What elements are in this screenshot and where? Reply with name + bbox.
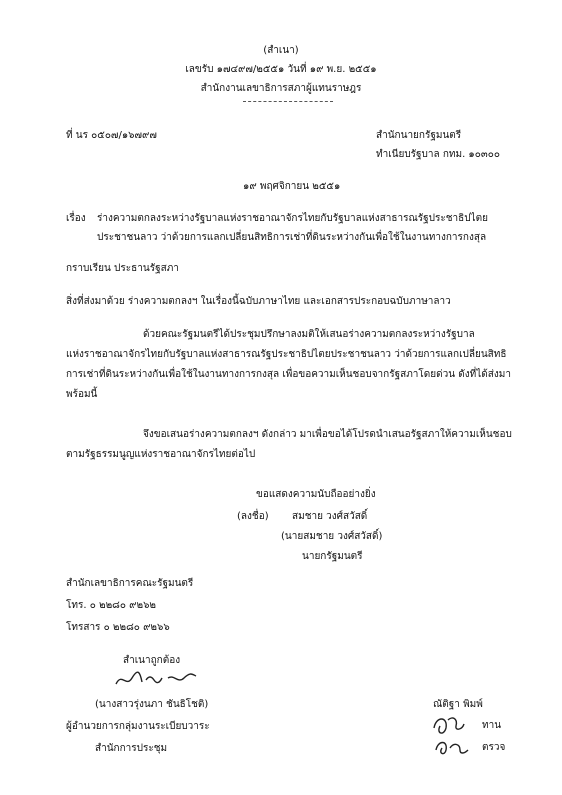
closing-regards: ขอแสดงความนับถืออย่างยิ่ง bbox=[256, 489, 376, 500]
body-paragraph-1-line-1: ด้วยคณะรัฐมนตรีได้ประชุมปรึกษาลงมติให้เสนอร่างความตกลงระหว่างรัฐบาล bbox=[143, 329, 475, 340]
checker-initials bbox=[430, 736, 480, 756]
sender-address: ทำเนียบรัฐบาล กทม. ๑๐๓๐๐ bbox=[376, 149, 500, 160]
document-date: ๑๙ พฤศจิกายน ๒๕๕๑ bbox=[243, 181, 341, 192]
signed-name: สมชาย วงศ์สวัสดิ์ bbox=[292, 511, 368, 522]
certifier-title: ผู้อำนวยการกลุ่มงานระเบียบวาระ bbox=[66, 721, 210, 732]
sender-office: สำนักนายกรัฐมนตรี bbox=[376, 130, 462, 141]
contact-fax: โทรสาร ๐ ๒๒๘๐ ๙๒๖๖ bbox=[66, 622, 170, 633]
body-paragraph-1-line-3: การเช่าที่ดินระหว่างกันเพื่อใช้ในงานทางการกงสุล เพื่อขอความเห็นชอบจากรัฐสภาโดยด่วน ดังที่ได้ส่งมา bbox=[66, 369, 511, 380]
body-paragraph-2-line-2: ตามรัฐธรรมนูญแห่งราชอาณาจักรไทยต่อไป bbox=[66, 449, 256, 460]
document-reference: ที่ นร ๐๕๐๗/๑๖๗๙๗ bbox=[66, 130, 157, 141]
certifier-name: (นางสาวรุ่งนภา ชันธิโชติ) bbox=[95, 699, 209, 710]
contact-phone: โทร. ๐ ๒๒๘๐ ๙๒๖๒ bbox=[66, 600, 157, 611]
reviewer-role: ทาน bbox=[482, 720, 502, 731]
contact-office: สำนักเลขาธิการคณะรัฐมนตรี bbox=[66, 578, 194, 589]
header-divider bbox=[243, 101, 333, 102]
signer-full-name: (นายสมชาย วงศ์สวัสดิ์) bbox=[281, 531, 383, 542]
signed-prefix: (ลงชื่อ) bbox=[237, 511, 269, 522]
body-paragraph-2-line-1: จึงขอเสนอร่างความตกลงฯ ดังกล่าว มาเพื่อขอได้โปรดนำเสนอรัฐสภาให้ความเห็นชอบ bbox=[143, 429, 512, 440]
enclosure: สิ่งที่ส่งมาด้วย ร่างความตกลงฯ ในเรื่องนี้ฉบับภาษาไทย และเอกสารประกอบฉบับภาษาลาว bbox=[66, 296, 451, 307]
receipt-line: เลขรับ ๑๗๔๙๗/๒๕๕๑ วันที่ ๑๙ พ.ย. ๒๕๕๑ bbox=[185, 64, 377, 75]
signer-position: นายกรัฐมนตรี bbox=[302, 551, 363, 562]
receipt-office: สำนักงานเลขาธิการสภาผู้แทนราษฎร bbox=[200, 83, 362, 94]
subject-line-1: ร่างความตกลงระหว่างรัฐบาลแห่งราชอาณาจักรไทยกับรัฐบาลแห่งสาธารณรัฐประชาธิปไตย bbox=[97, 213, 488, 224]
body-paragraph-1-line-2: แห่งราชอาณาจักรไทยกับรัฐบาลแห่งสาธารณรัฐประชาธิปไตยประชาชนลาว ว่าด้วยการแลกเปลี่ยนสิทธิ bbox=[66, 349, 507, 360]
typist-name: ณัติฐา พิมพ์ bbox=[433, 699, 483, 710]
certify-label: สำเนาถูกต้อง bbox=[123, 655, 181, 666]
subject-line-2: ประชาชนลาว ว่าด้วยการแลกเปลี่ยนสิทธิการเช่าที่ดินระหว่างกันเพื่อใช้ในงานทางการกงสุล bbox=[97, 232, 487, 243]
certifier-organization: สำนักการประชุม bbox=[95, 743, 168, 754]
copy-mark: (สำเนา) bbox=[263, 45, 299, 56]
reviewer-initials bbox=[428, 710, 478, 736]
body-paragraph-1-line-4: พร้อมนี้ bbox=[66, 389, 98, 400]
checker-role: ตรวจ bbox=[482, 742, 506, 753]
salutation: กราบเรียน ประธานรัฐสภา bbox=[66, 263, 179, 274]
certifier-signature bbox=[112, 668, 202, 692]
subject-label: เรื่อง bbox=[66, 213, 86, 224]
